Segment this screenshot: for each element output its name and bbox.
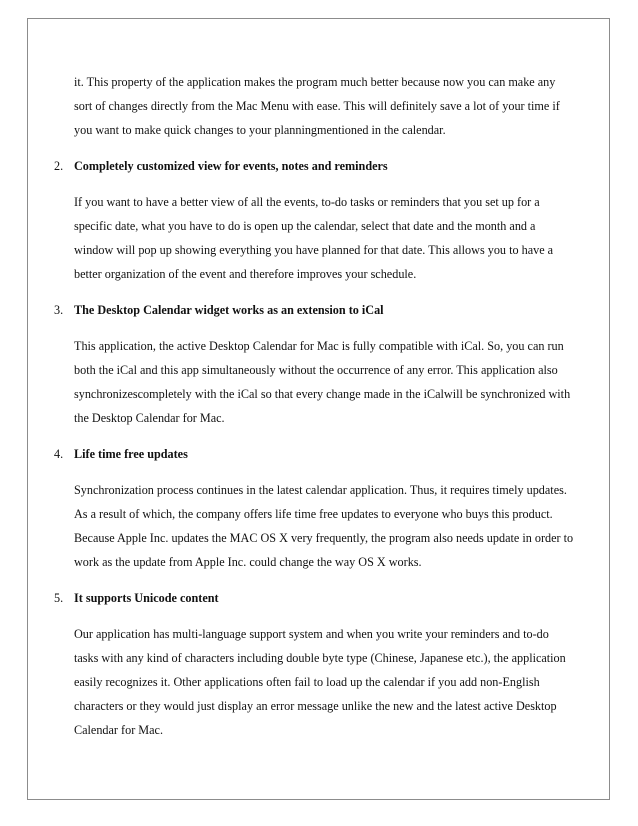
section-customized-view [54, 154, 574, 286]
section-title: It supports Unicode content [74, 591, 219, 605]
section-number: 2. [54, 159, 64, 173]
lead-paragraph: it. This property of the application makes the program much better because now you can make any sort of changes directly from the Mac Menu with ease. This will definitely save a lot of your time if you want to make quick changes to your planningmentioned in the calendar. [74, 75, 560, 137]
section-heading [54, 442, 574, 466]
section-paragraph: Our application has multi-language support system and when you write your reminders and to-do tasks with any kind of characters including double byte type (Chinese, Japanese etc.), the application easily recognizes it. Other applications often fail to load up the calendar if you add non-English characters or they would just display an error message unlike the new and the latest active Desktop Calendar for Mac. [74, 627, 566, 737]
section-heading [54, 586, 574, 610]
section-number: 5. [54, 591, 64, 605]
section-title: Life time free updates [74, 447, 188, 461]
section-free-updates [54, 442, 574, 574]
section-number: 3. [54, 303, 64, 317]
section-paragraph: If you want to have a better view of all the events, to-do tasks or reminders that you set up for a specific date, what you have to do is open up the calendar, select that date and the month and a window will pop up showing everything you have planned for that date. This allows you to have a better organization of the event and therefore improves your schedule. [74, 195, 554, 281]
section-paragraph: Synchronization process continues in the latest calendar application. Thus, it requires timely updates. As a result of which, the company offers life time free updates to everyone who buys this product. Because Apple Inc. updates the MAC OS X very frequently, the program also needs update in order to work as the update from Apple Inc. could change the way OS X works. [74, 483, 574, 569]
section-number: 4. [54, 447, 64, 461]
section-paragraph: This application, the active Desktop Calendar for Mac is fully compatible with iCal. So, you can run both the iCal and this app simultaneously without the occurrence of any error. This application also synchronizescompletely with the iCal so that every change made in the iCalwill be synchronized with the Desktop Calendar for Mac. [74, 339, 571, 425]
document-body [54, 70, 574, 754]
section-unicode-support [54, 586, 574, 742]
section-title: Completely customized view for events, notes and reminders [74, 159, 388, 173]
section-heading [54, 298, 574, 322]
section-ical-extension [54, 298, 574, 430]
section-title: The Desktop Calendar widget works as an extension to iCal [74, 303, 384, 317]
section-heading [54, 154, 574, 178]
